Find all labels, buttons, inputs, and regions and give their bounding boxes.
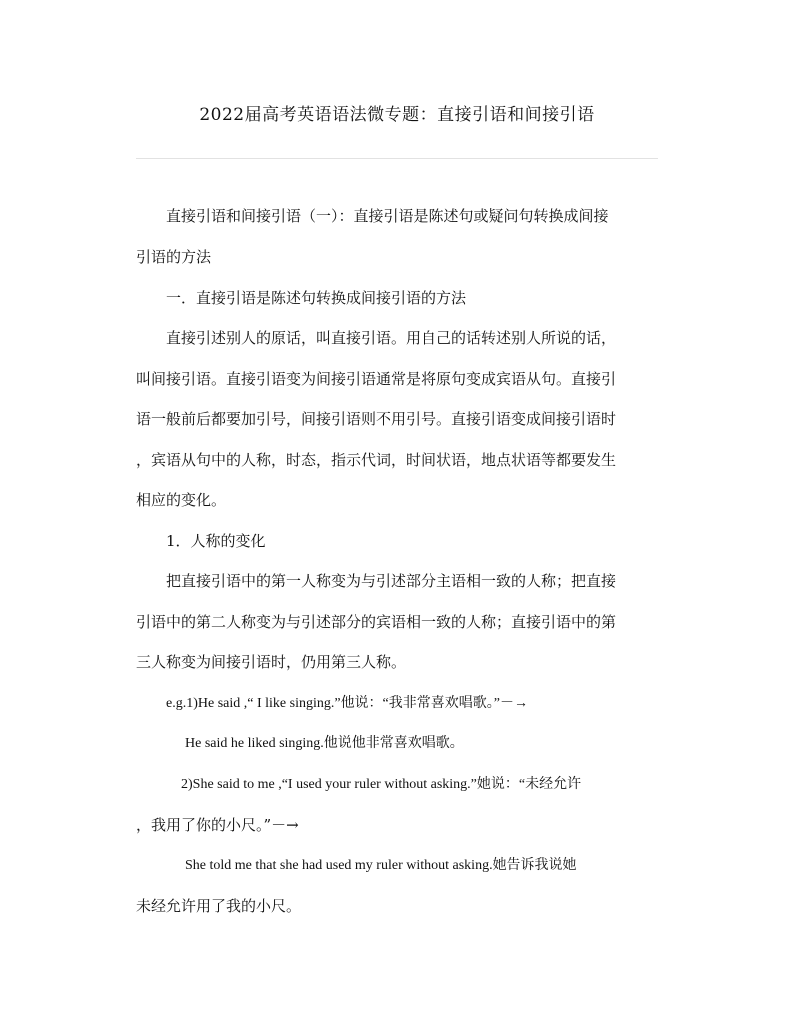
example-line: 未经允许用了我的小尺。 [136,897,302,915]
example-line: She told me that she had used my ruler without asking.她告诉我说她 [185,858,577,873]
document-title: 2022届高考英语语法微专题：直接引语和间接引语 [199,105,595,125]
paragraph-line: 语一般前后都要加引号，间接引语则不用引号。直接引语变成间接引语时 [136,410,617,428]
paragraph-line: ，宾语从句中的人称，时态，指示代词，时间状语，地点状语等都要发生 [136,451,617,469]
paragraph-line: 叫间接引语。直接引语变为间接引语通常是将原句变成宾语从句。直接引 [136,370,617,388]
subsection-heading: 1．人称的变化 [166,532,266,550]
paragraph-line: 相应的变化。 [136,491,227,509]
example-line: 2)She said to me ,“I used your ruler without asking.”她说：“未经允许 [181,777,582,792]
paragraph-line: 引语的方法 [136,248,212,266]
example-line: He said he liked singing.他说他非常喜欢唱歌。 [185,736,464,751]
example-line: ，我用了你的小尺。”－→ [136,816,299,834]
title-divider [136,158,658,159]
paragraph-line: 引语中的第二人称变为与引述部分的宾语相一致的人称；直接引语中的第 [136,613,617,631]
example-line: e.g.1)He said ,“ I like singing.”他说：“我非常喜欢唱歌。”－→ [166,696,528,711]
paragraph-line: 三人称变为间接引语时，仍用第三人称。 [136,653,407,671]
paragraph-line: 把直接引语中的第一人称变为与引述部分主语相一致的人称；把直接 [166,572,617,590]
section-heading: 一．直接引语是陈述句转换成间接引语的方法 [166,289,467,307]
paragraph-line: 直接引述别人的原话，叫直接引语。用自己的话转述别人所说的话， [166,329,617,347]
paragraph-line: 直接引语和间接引语（一）：直接引语是陈述句或疑问句转换成间接 [166,207,609,225]
